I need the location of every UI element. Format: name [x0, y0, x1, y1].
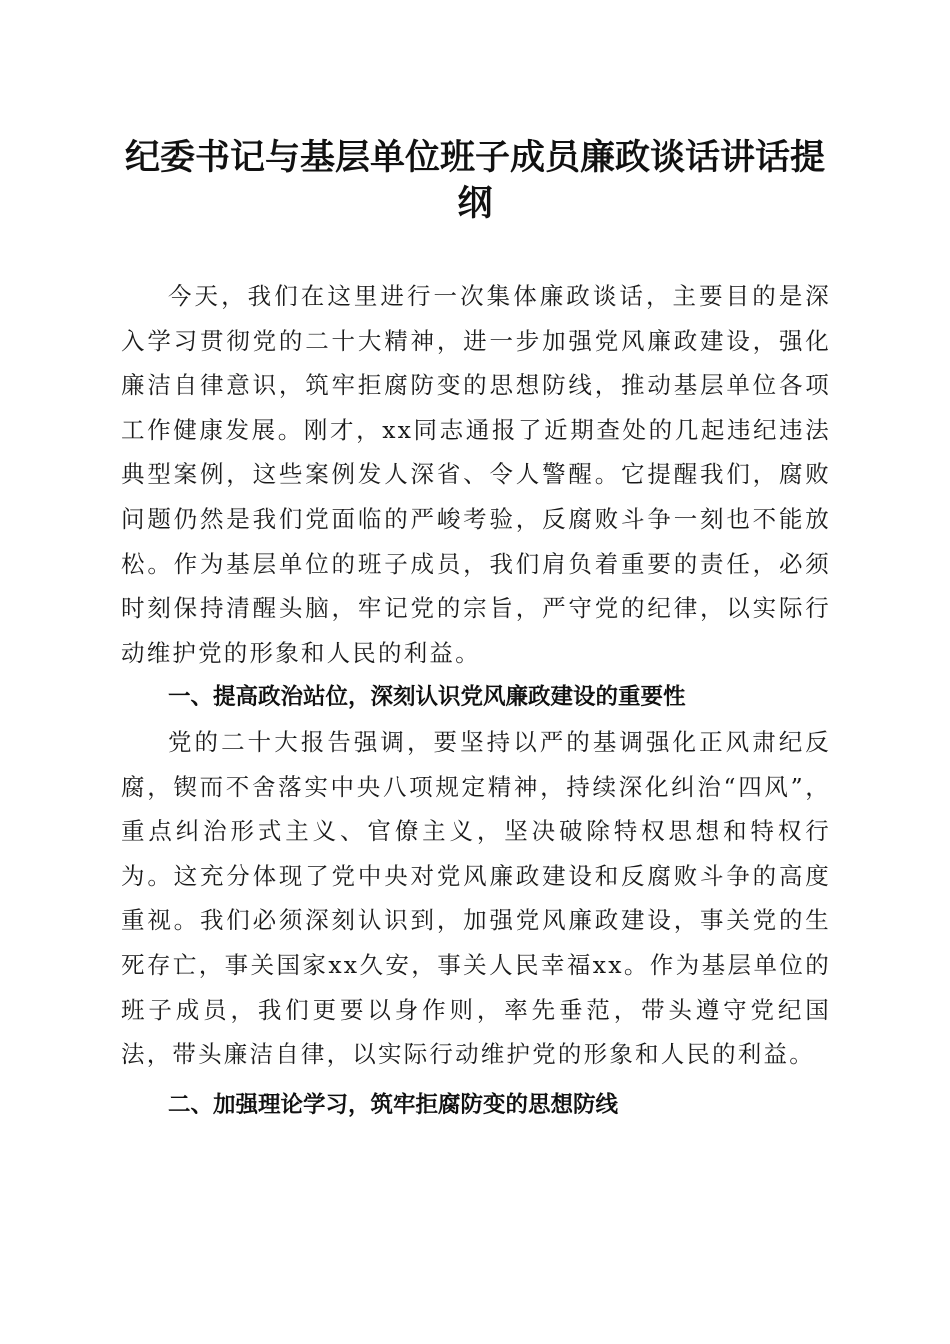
document-body	[121, 274, 831, 1127]
document-title	[100, 135, 850, 227]
title-line-1: 纪委书记与基层单位班子成员廉政谈话讲话提	[124, 138, 825, 178]
title-line-2: 纲	[457, 184, 493, 224]
section-heading-2: 二、加强理论学习，筑牢拒腐防变的思想防线	[168, 1091, 619, 1118]
intro-paragraph: 今天，我们在这里进行一次集体廉政谈话，主要目的是深入学习贯彻党的二十大精神，进一步加强党风廉政建设，强化廉洁自律意识，筑牢拒腐防变的思想防线，推动基层单位各项工作健康发展。刚才，xx同志通报了近期查处的几起违纪违法典型案例，这些案例发人深省、令人警醒。它提醒我们，腐败问题仍然是我们党面临的严峻考验，反腐败斗争一刻也不能放松。作为基层单位的班子成员，我们肩负着重要的责任，必须时刻保持清醒头脑，牢记党的宗旨，严守党的纪律，以实际行动维护党的形象和人民的利益。	[121, 282, 831, 667]
section-1-paragraph: 党的二十大报告强调，要坚持以严的基调强化正风肃纪反腐，锲而不舍落实中央八项规定精神，持续深化纠治“四风”，重点纠治形式主义、官僚主义，坚决破除特权思想和特权行为。这充分体现了党中央对党风廉政建设和反腐败斗争的高度重视。我们必须深刻认识到，加强党风廉政建设，事关党的生死存亡，事关国家xx久安，事关人民幸福xx。作为基层单位的班子成员，我们更要以身作则，率先垂范，带头遵守党纪国法，带头廉洁自律，以实际行动维护党的形象和人民的利益。	[121, 727, 831, 1069]
section-heading-1: 一、提高政治站位，深刻认识党风廉政建设的重要性	[168, 684, 686, 711]
